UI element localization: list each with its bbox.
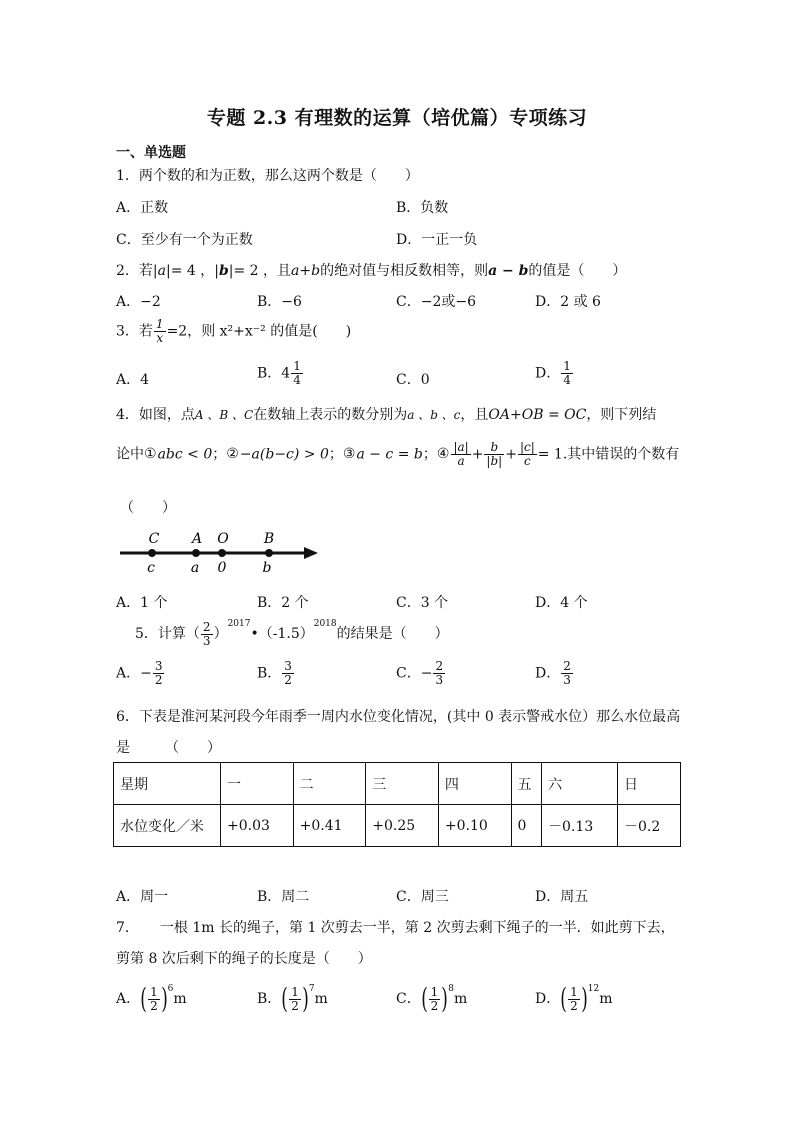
frac-denominator: 2 xyxy=(430,998,439,1013)
circled-3: ③ xyxy=(342,446,356,462)
table-cell: 星期 xyxy=(114,763,221,805)
frac-denominator: 2 xyxy=(570,998,578,1013)
question-3-stem xyxy=(116,318,351,345)
table-cell: +0.41 xyxy=(293,805,366,847)
q5-c-prefix: C．− xyxy=(396,665,433,682)
q4-values: a 、b 、c xyxy=(407,408,461,422)
axis-label-bottom: 0 xyxy=(217,560,227,576)
q7-unit: m xyxy=(599,991,613,1007)
q3-option-b[interactable] xyxy=(257,360,304,387)
table-cell: +0.25 xyxy=(366,805,439,847)
question-6-stem-line1: 6．下表是淮河某河段今年雨季一周内水位变化情况，(其中 0 表示警戒水位）那么水位最高 xyxy=(116,709,681,725)
table-cell: －0.2 xyxy=(617,805,680,847)
q5-a-prefix: A．− xyxy=(116,665,152,682)
q7-c-exponent: 8 xyxy=(448,984,454,994)
frac-numerator: 1 xyxy=(291,984,299,999)
q3-option-c[interactable]: C．0 xyxy=(396,372,430,388)
question-1-stem: 1．两个数的和为正数，那么这两个数是（ ） xyxy=(116,168,419,184)
q4-conclusion-3: a − c = b xyxy=(356,446,423,463)
q5-fraction xyxy=(201,621,213,648)
number-line-figure xyxy=(118,528,328,578)
q5-option-c[interactable] xyxy=(396,660,446,687)
q5-option-d[interactable] xyxy=(535,660,574,687)
table-cell: 日 xyxy=(617,763,680,805)
q2-text: 的绝对值与相反数相等，则 xyxy=(320,263,489,279)
q4-option-a[interactable]: A．1 个 xyxy=(116,595,168,611)
q2-text: 2．若| xyxy=(116,263,158,279)
table-row xyxy=(114,805,681,847)
question-4-stem-line1 xyxy=(116,404,656,424)
q4-frac-b: $\frac{b}{|b|}$ xyxy=(486,440,503,468)
q2-expr-diff: a − b xyxy=(488,263,529,279)
q2-text: |= 4 ，| xyxy=(165,263,219,279)
q3-d-prefix: D． xyxy=(535,365,561,382)
q7-unit: m xyxy=(173,991,187,1007)
table-cell: 四 xyxy=(438,763,511,805)
q5-a-fraction xyxy=(153,660,165,687)
q6-option-a[interactable]: A．周一 xyxy=(116,889,169,905)
point-o xyxy=(218,549,226,557)
table-cell: －0.13 xyxy=(542,805,618,847)
q1-option-c[interactable]: C．至少有一个为正数 xyxy=(116,232,253,248)
table-cell: 二 xyxy=(293,763,366,805)
q5-d-fraction xyxy=(561,660,573,687)
q7-d-exponent: 12 xyxy=(587,984,600,994)
q2-text: 的值是（ ） xyxy=(528,263,627,279)
frac-denominator: 2 xyxy=(154,673,163,687)
frac-denominator: 3 xyxy=(563,673,571,687)
q7-c-fraction xyxy=(429,986,441,1013)
q6-option-b[interactable]: B．周二 xyxy=(257,889,310,905)
table-cell: 一 xyxy=(221,763,294,805)
q1-option-a[interactable]: A．正数 xyxy=(116,200,169,216)
question-5-stem xyxy=(135,619,449,648)
q7-d-fraction xyxy=(568,986,580,1013)
q2-option-b[interactable]: B．−6 xyxy=(257,294,302,310)
q4-condition: OA+OB = OC xyxy=(488,407,587,423)
point-c xyxy=(148,549,156,557)
q5-text: ） xyxy=(213,626,228,642)
frac-numerator: 1 xyxy=(155,317,164,331)
table-cell: 三 xyxy=(366,763,439,805)
q2-option-a[interactable]: A．−2 xyxy=(116,294,161,310)
q5-exponent-2: 2018 xyxy=(313,619,337,629)
table-cell: +0.03 xyxy=(221,805,294,847)
q2-text: |= 2 ，且 xyxy=(228,263,292,279)
q2-expr-sum: a+b xyxy=(291,263,321,279)
axis-label-top: B xyxy=(263,531,275,547)
q7-b-prefix: B． xyxy=(257,991,282,1007)
q5-text: 5．计算（ xyxy=(135,626,200,642)
table-cell: 水位变化／米 xyxy=(114,805,221,847)
q7-b-fraction xyxy=(289,986,301,1013)
q5-exponent-1: 2017 xyxy=(227,619,251,629)
q4-text: 在数轴上表示的数分别为 xyxy=(253,407,408,423)
q5-option-b[interactable] xyxy=(257,660,295,687)
q4-option-c[interactable]: C．3 个 xyxy=(396,595,449,611)
q3-option-d[interactable] xyxy=(535,360,574,387)
q3-fraction xyxy=(154,318,166,345)
axis-label-bottom: c xyxy=(147,560,155,576)
frac-denominator: 3 xyxy=(202,633,211,648)
q6-option-d[interactable]: D．周五 xyxy=(535,889,589,905)
q3-text: 3．若 xyxy=(116,323,153,340)
q3-b-fraction xyxy=(291,360,303,387)
q3-text: =2，则 x²+x⁻² 的值是( ) xyxy=(166,323,352,340)
axis-label-bottom: b xyxy=(262,560,272,576)
table-cell: 五 xyxy=(511,763,542,805)
q1-option-d[interactable]: D．一正一负 xyxy=(396,232,478,248)
q7-option-d[interactable]: D．( $\frac{1}{2}$ )$^{12}$m xyxy=(535,982,613,1015)
q5-text: 的结果是（ ） xyxy=(336,626,449,642)
table-header-row xyxy=(114,763,681,805)
frac-denominator: 2 xyxy=(291,998,299,1013)
q4-conclusion-2: −a(b−c) > 0 xyxy=(239,446,329,463)
q5-b-prefix: B． xyxy=(257,665,282,682)
q6-option-c[interactable]: C．周三 xyxy=(396,889,449,905)
axis-label-top: A xyxy=(191,531,203,547)
q2-var-a: a xyxy=(157,263,166,279)
water-level-table xyxy=(113,762,681,847)
q1-option-b[interactable]: B．负数 xyxy=(396,200,449,216)
q4-text: 4．如图，点 xyxy=(116,407,195,423)
q4-points: A 、B 、C xyxy=(194,408,254,422)
axis-label-top: C xyxy=(148,531,160,547)
page-title: 专题 2.3 有理数的运算（培优篇）专项练习 xyxy=(206,107,588,129)
frac-denominator: x xyxy=(156,331,164,345)
axis-label-top: O xyxy=(217,531,229,547)
table-cell: 六 xyxy=(542,763,618,805)
q7-c-prefix: C． xyxy=(396,991,421,1007)
q7-a-exponent: 6 xyxy=(167,984,174,994)
q3-d-fraction xyxy=(561,360,573,387)
axis-label-bottom: a xyxy=(190,560,200,576)
q4-frac-c: $\frac{|c|}{c}$ xyxy=(519,440,535,468)
frac-denominator: 3 xyxy=(435,673,444,687)
q5-b-fraction xyxy=(282,660,294,687)
q7-unit: m xyxy=(314,991,328,1007)
q7-a-fraction xyxy=(148,986,160,1013)
frac-numerator: 1 xyxy=(293,359,301,373)
q2-option-d[interactable]: D．2 或 6 xyxy=(535,294,601,310)
frac-numerator: 1 xyxy=(150,984,158,999)
q4-frac-a: $\frac{|a|}{a}$ xyxy=(453,440,469,468)
question-4-stem-line2: 论中①abc < 0；②−a(b−c) > 0；③a − c = b；④ $\frac{|a|}{a}$ + $\frac{b}{|b|}$ + $\frac{|c|}{c}$ = 1.其中错误的个数有 xyxy=(116,440,680,468)
q2-option-c[interactable]: C．−2或−6 xyxy=(396,294,476,310)
frac-numerator: 2 xyxy=(202,619,211,634)
q5-text: •（-1.5） xyxy=(250,626,314,642)
q2-var-b: b xyxy=(218,263,229,279)
q7-option-c[interactable]: C．( $\frac{1}{2}$ )$^8$m xyxy=(396,982,468,1015)
q4-text: 论中 xyxy=(116,446,144,463)
frac-numerator: 1 xyxy=(570,984,578,999)
frac-denominator: 2 xyxy=(150,998,158,1013)
frac-numerator: 2 xyxy=(563,659,571,673)
frac-denominator: 4 xyxy=(293,373,301,387)
frac-denominator: 4 xyxy=(563,373,571,387)
q3-b-prefix: B．4 xyxy=(257,365,291,382)
q4-text: .其中错误的个数有 xyxy=(562,446,680,463)
point-b xyxy=(265,549,273,557)
frac-numerator: 3 xyxy=(284,659,292,673)
question-6-stem-line2: 是 （ ） xyxy=(116,740,221,756)
question-2-stem xyxy=(116,260,626,280)
question-7-stem-line1: 7． 一根 1m 长的绳子，第 1 次剪去一半，第 2 次剪去剩下绳子的一半．如此剪下去， xyxy=(116,920,675,936)
circled-1: ① xyxy=(144,446,157,462)
q4-option-d[interactable]: D．4 个 xyxy=(535,595,588,611)
q3-option-a[interactable]: A．4 xyxy=(116,372,150,388)
q4-conclusion-4-tail: = 1 xyxy=(537,446,563,463)
circled-2: ② xyxy=(226,446,239,462)
frac-numerator: 2 xyxy=(435,659,444,673)
q4-conclusion-1: abc < 0 xyxy=(157,446,213,463)
circled-4: ④ xyxy=(436,446,450,462)
q7-unit: m xyxy=(453,991,468,1007)
question-7-stem-line2: 剪第 8 次后剩下的绳子的长度是（ ） xyxy=(116,951,372,967)
q4-text: ，且 xyxy=(460,407,489,423)
q7-b-exponent: 7 xyxy=(308,984,315,994)
frac-numerator: 1 xyxy=(563,359,571,373)
q5-d-prefix: D． xyxy=(535,665,561,682)
q5-c-fraction xyxy=(433,660,445,687)
table-cell: 0 xyxy=(511,805,542,847)
section-heading: 一、单选题 xyxy=(116,145,186,161)
q7-option-b[interactable]: B．( $\frac{1}{2}$ )$^7$m xyxy=(257,982,328,1015)
q4-text: ，则下列结 xyxy=(586,407,657,423)
q7-option-a[interactable]: A．( $\frac{1}{2}$ )$^6$m xyxy=(116,982,187,1015)
q5-option-a[interactable] xyxy=(116,660,165,687)
frac-numerator: 1 xyxy=(430,984,439,999)
q4-option-b[interactable]: B．2 个 xyxy=(257,595,309,611)
number-line-arrow xyxy=(304,547,318,559)
frac-numerator: 3 xyxy=(154,659,163,673)
q7-a-prefix: A． xyxy=(116,991,141,1007)
q4-answer-paren: （ ） xyxy=(120,500,176,516)
q7-d-prefix: D． xyxy=(535,991,561,1007)
point-a xyxy=(192,549,200,557)
table-cell: +0.10 xyxy=(438,805,511,847)
frac-denominator: 2 xyxy=(284,673,292,687)
